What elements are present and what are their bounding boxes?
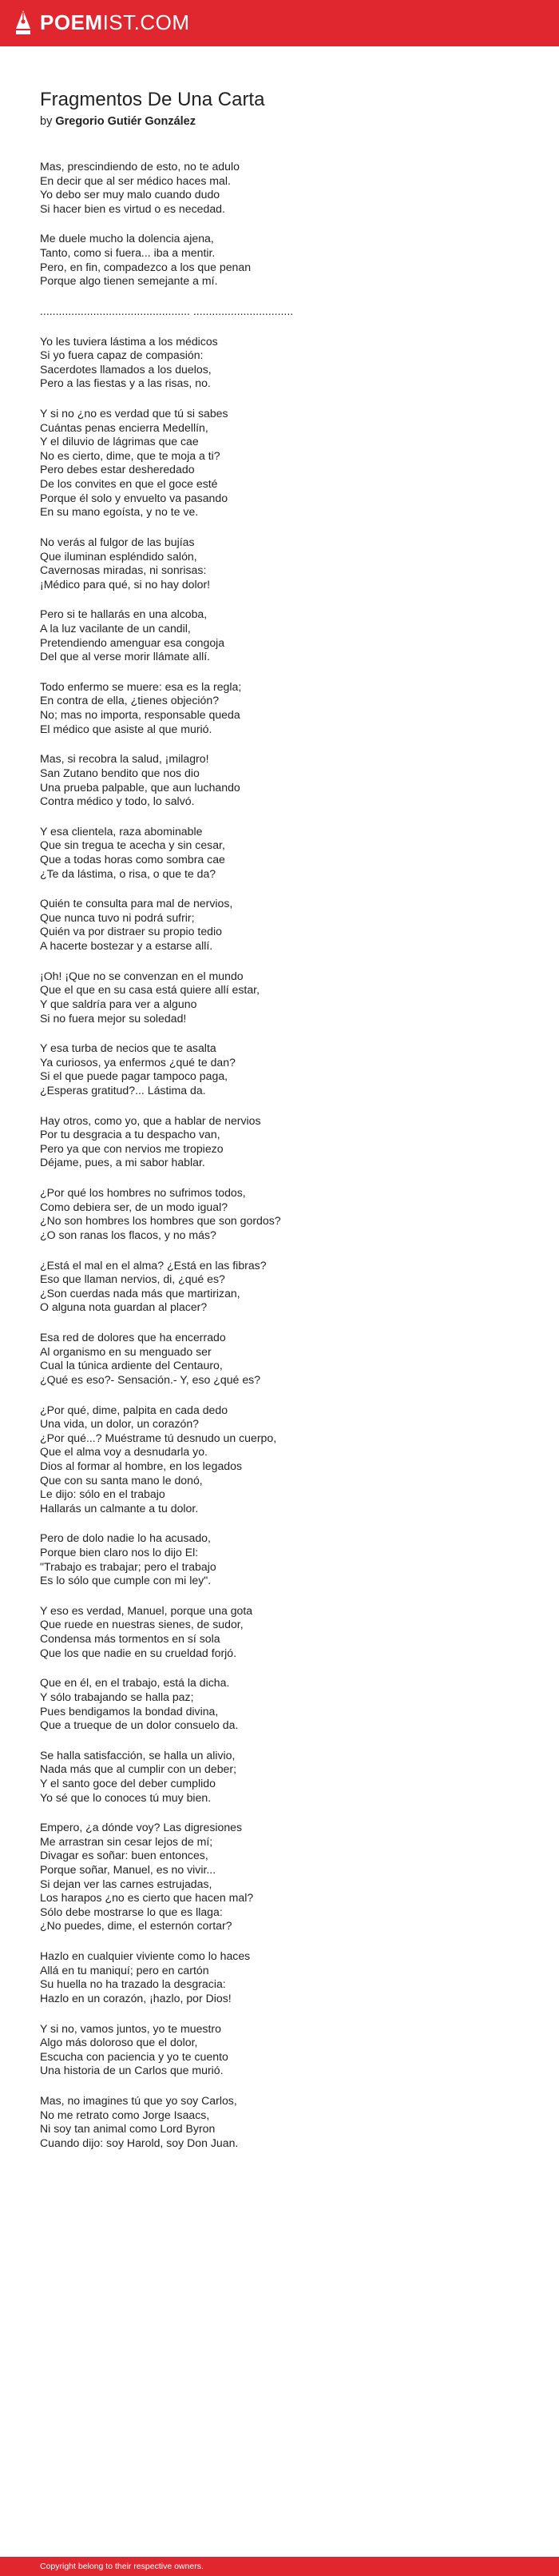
poem-line: San Zutano bendito que nos dio: [40, 766, 200, 779]
poem-stanza: [40, 607, 519, 663]
poem-stanza: [40, 680, 519, 736]
poem-line: Dios al formar al hombre, en los legados: [40, 1459, 243, 1472]
poem-line: "Trabajo es trabajar; pero el trabajo: [40, 1559, 216, 1573]
poem-stanza: [40, 536, 519, 591]
poem-stanza: [40, 232, 519, 288]
poem-stanza: [40, 1604, 519, 1660]
poem-stanza: [40, 407, 519, 519]
poem-line: Porque él solo y envuelto va pasando: [40, 491, 228, 504]
poem-line: El médico que asiste al que murió.: [40, 722, 212, 735]
poem-stanza: [40, 1259, 519, 1315]
poem-line: Pero a las fiestas y a las risas, no.: [40, 376, 211, 390]
poem-line: A la luz vacilante de un candil,: [40, 622, 191, 635]
poem-line: A hacerte bostezar y a estarse allí.: [40, 939, 213, 953]
poem-line: Escucha con paciencia y yo te cuento: [40, 2049, 228, 2063]
poem-line: Y eso es verdad, Manuel, porque una gota: [40, 1603, 253, 1617]
poem-line: Ni soy tan animal como Lord Byron: [40, 2122, 216, 2136]
poem-line: Condensa más tormentos en sí sola: [40, 1632, 220, 1646]
poem-line: Me duele mucho la dolencia ajena,: [40, 232, 214, 245]
poem-line: Por tu desgracia a tu despacho van,: [40, 1128, 220, 1141]
poem-stanza: [40, 1041, 519, 1097]
poem-line: Sólo debe mostrarse lo que es llaga:: [40, 1905, 223, 1918]
poem-line: Y que saldría para ver a alguno: [40, 997, 197, 1010]
poem-line: No; mas no importa, responsable queda: [40, 708, 240, 722]
site-logo-link[interactable]: [14, 10, 190, 35]
poem-line: Déjame, pues, a mi sabor hablar.: [40, 1156, 205, 1169]
poem-line: Pero de dolo nadie lo ha acusado,: [40, 1531, 211, 1545]
poem-line: Tanto, como si fuera... iba a mentir.: [40, 246, 216, 260]
poem-line: Esa red de dolores que ha encerrado: [40, 1331, 226, 1344]
poem-stanza: [40, 1949, 519, 2005]
poem-line: Porque bien claro nos lo dijo El:: [40, 1546, 199, 1559]
poem-line: ¿Por qué los hombres no sufrimos todos,: [40, 1186, 246, 1200]
poem-line: Pero si te hallarás en una alcoba,: [40, 607, 208, 621]
poem-line: Mas, no imagines tú que yo soy Carlos,: [40, 2094, 237, 2108]
author-link[interactable]: Gregorio Gutiér González: [55, 115, 196, 128]
poem-line: Pues bendigamos la bondad divina,: [40, 1704, 219, 1718]
poem-line: Como debiera ser, de un modo igual?: [40, 1200, 228, 1213]
poem-byline: [40, 113, 519, 129]
poem-line: Que con su santa mano le donó,: [40, 1473, 203, 1487]
poem-line: Si el que puede pagar tampoco paga,: [40, 1069, 228, 1083]
pen-nib-icon: [14, 10, 32, 35]
poem-line: Y esa turba de necios que te asalta: [40, 1041, 216, 1055]
poem-line: Cuando dijo: soy Harold, soy Don Juan.: [40, 2136, 239, 2149]
poem-line: Del que al verse morir llámate allí.: [40, 650, 211, 663]
poem-stanza: [40, 335, 519, 391]
poem-line: Algo más doloroso que el dolor,: [40, 2036, 198, 2049]
poem-line: Hallarás un calmante a tu dolor.: [40, 1501, 199, 1515]
poem-line: Que sin tregua te acecha y sin cesar,: [40, 838, 225, 852]
poem-line: No verás al fulgor de las bujías: [40, 535, 195, 548]
poem-line: Si hacer bien es virtud o es necedad.: [40, 201, 225, 215]
poem-stanza: [40, 1331, 519, 1387]
poem-line: O alguna nota guardan al placer?: [40, 1300, 208, 1314]
poem-line: ¿O son ranas los flacos, y no más?: [40, 1228, 216, 1241]
poem-stanza: [40, 1676, 519, 1732]
poem-line: ¿Esperas gratitud?... Lástima da.: [40, 1084, 206, 1097]
poem-stanza: [40, 2094, 519, 2150]
poem-line: Una prueba palpable, que aun luchando: [40, 780, 240, 794]
poem-line: Hay otros, como yo, que a hablar de nervios: [40, 1113, 261, 1127]
poem-stanza: [40, 969, 519, 1025]
poem-line: Yo debo ser muy malo cuando dudo: [40, 188, 220, 201]
poem-line: Empero, ¿a dónde voy? Las digresiones: [40, 1821, 243, 1834]
poem-line: Y si no ¿no es verdad que tú si sabes: [40, 407, 228, 420]
poem-line: De los convites en que el goce esté: [40, 477, 218, 491]
poem-line: Que el que en su casa está quiere allí estar,: [40, 983, 260, 997]
poem-line: ¿No puedes, dime, el esternón cortar?: [40, 1919, 232, 1933]
poem-line: Y el santo goce del deber cumplido: [40, 1777, 216, 1790]
poem-line: Pero, en fin, compadezco a los que penan: [40, 260, 252, 273]
poem-line: Sacerdotes llamados a los duelos,: [40, 362, 212, 376]
poem-line: Y si no, vamos juntos, yo te muestro: [40, 2021, 221, 2035]
poem-stanza: [40, 1114, 519, 1170]
poem-line: Que iluminan espléndido salón,: [40, 549, 197, 563]
poem-line: Se halla satisfacción, se halla un alivio,: [40, 1748, 236, 1762]
poem-line: Que los que nadie en su crueldad forjó.: [40, 1646, 237, 1659]
site-footer: [0, 2557, 559, 2576]
poem-line: Y el diluvio de lágrimas que cae: [40, 435, 199, 448]
poem-line: En decir que al ser médico haces mal.: [40, 173, 231, 187]
poem-line: ¿No son hombres los hombres que son gordos?: [40, 1214, 281, 1228]
poem-stanza: [40, 1531, 519, 1587]
poem-stanza: [40, 2022, 519, 2078]
poem-stanza: [40, 825, 519, 881]
by-label: by: [40, 115, 56, 128]
poem-line: ¿Está el mal en el alma? ¿Está en las fibras?: [40, 1258, 267, 1272]
poem-line: ¿Por qué, dime, palpita en cada dedo: [40, 1403, 228, 1416]
poem-line: ¡Oh! ¡Que no se convenzan en el mundo: [40, 969, 244, 982]
poem-line: En contra de ella, ¿tienes objeción?: [40, 694, 220, 707]
poem-stanza: [40, 1749, 519, 1805]
poem-line: Es lo sólo que cumple con mi ley".: [40, 1574, 212, 1587]
poem-line: Ya curiosos, ya enfermos ¿qué te dan?: [40, 1055, 236, 1069]
poem-line: Pero ya que con nervios me tropiezo: [40, 1141, 224, 1155]
poem-line: Y sólo trabajando se halla paz;: [40, 1690, 194, 1703]
poem-line: Le dijo: sólo en el trabajo: [40, 1487, 165, 1501]
poem-line: Nada más que al cumplir con un deber;: [40, 1762, 236, 1776]
poem-line: Hazlo en cualquier viviente como lo haces: [40, 1949, 251, 1963]
poem-line: Yo les tuviera lástima a los médicos: [40, 334, 218, 348]
poem-line: Pretendiendo amenguar esa congoja: [40, 635, 225, 649]
poem-line: No me retrato como Jorge Isaacs,: [40, 2108, 210, 2121]
poem-line: Si dejan ver las carnes estrujadas,: [40, 1877, 212, 1890]
poem-line: Todo enfermo se muere: esa es la regla;: [40, 679, 242, 693]
poem-line: Pero debes estar desheredado: [40, 463, 195, 476]
poem-line: Si yo fuera capaz de compasión:: [40, 348, 204, 362]
poem-line: Mas, si recobra la salud, ¡milagro!: [40, 752, 209, 766]
logo-wordmark-light: IST.COM: [102, 10, 190, 34]
poem-stanza: [40, 752, 519, 808]
poem-line: ¿Por qué...? Muéstrame tú desnudo un cuerpo,: [40, 1431, 277, 1444]
poem-stanza: [40, 897, 519, 953]
poem-title: Fragmentos De Una Carta: [40, 89, 265, 110]
poem-line: ¿Son cuerdas nada más que martirizan,: [40, 1286, 240, 1300]
poem-content: [40, 88, 519, 2167]
poem-line: Su huella no ha trazado la desgracia:: [40, 1977, 226, 1991]
poem-line: ¡Médico para qué, si no hay dolor!: [40, 577, 211, 591]
poem-stanza: [40, 160, 519, 216]
poem-line: Que en él, en el trabajo, está la dicha.: [40, 1676, 230, 1690]
poem-line: Cavernosas miradas, ni sonrisas:: [40, 563, 207, 577]
poem-line: Quién te consulta para mal de nervios,: [40, 897, 233, 910]
poem-line: Una historia de un Carlos que murió.: [40, 2064, 224, 2077]
poem-line: Una vida, un dolor, un corazón?: [40, 1417, 200, 1431]
poem-stanza: [40, 1403, 519, 1515]
poem-line: Divagar es soñar: buen entonces,: [40, 1849, 208, 1862]
poem-line: Yo sé que lo conoces tú muy bien.: [40, 1790, 212, 1804]
logo-wordmark: [40, 10, 190, 34]
poem-line: En su mano egoísta, y no te ve.: [40, 505, 199, 519]
poem-line: Mas, prescindiendo de esto, no te adulo: [40, 160, 240, 173]
poem-line: Cual la túnica ardiente del Centauro,: [40, 1359, 223, 1372]
poem-line: ¿Qué es eso?- Sensación.- Y, eso ¿qué es?: [40, 1372, 261, 1386]
poem-line: No es cierto, dime, que te moja a ti?: [40, 448, 220, 462]
poem-line: Que el alma voy a desnudarla yo.: [40, 1445, 208, 1459]
poem-line: Eso que llaman nervios, di, ¿qué es?: [40, 1272, 225, 1286]
poem-line: Allá en tu maniquí; pero en cartón: [40, 1963, 209, 1977]
poem-line: Que nunca tuvo ni podrá sufrir;: [40, 910, 195, 924]
poem-line: Porque soñar, Manuel, es no vivir...: [40, 1863, 216, 1877]
poem-line: Que a todas horas como sombra cae: [40, 853, 225, 866]
logo-wordmark-bold: POEM: [40, 10, 103, 34]
site-header: [0, 0, 559, 46]
poem-line: Me arrastran sin cesar lejos de mí;: [40, 1834, 213, 1848]
poem-body: [40, 160, 519, 2150]
copyright-text: Copyright belong to their respective owners.: [40, 2562, 204, 2571]
poem-stanza: [40, 1186, 519, 1242]
poem-line: Quién va por distraer su propio tedio: [40, 925, 222, 938]
poem-stanza: [40, 1821, 519, 1933]
poem-line: Hazlo en un corazón, ¡hazlo, por Dios!: [40, 1991, 232, 2005]
poem-stanza: [40, 305, 519, 319]
poem-line: Que a trueque de un dolor consuelo da.: [40, 1718, 239, 1732]
poem-line: Porque algo tienen semejante a mí.: [40, 274, 218, 288]
poem-line: Si no fuera mejor su soledad!: [40, 1011, 187, 1025]
poem-line: Al organismo en su menguado ser: [40, 1344, 212, 1358]
poem-line: Que ruede en nuestras sienes, de sudor,: [40, 1618, 244, 1631]
poem-line: ................................................ ................................: [40, 304, 294, 317]
poem-line: ¿Te da lástima, o risa, o que te da?: [40, 866, 216, 880]
poem-line: Contra médico y todo, lo salvó.: [40, 794, 195, 808]
poem-line: Y esa clientela, raza abominable: [40, 824, 203, 838]
poem-line: Cuántas penas encierra Medellín,: [40, 420, 208, 434]
poem-line: Los harapos ¿no es cierto que hacen mal?: [40, 1891, 254, 1905]
